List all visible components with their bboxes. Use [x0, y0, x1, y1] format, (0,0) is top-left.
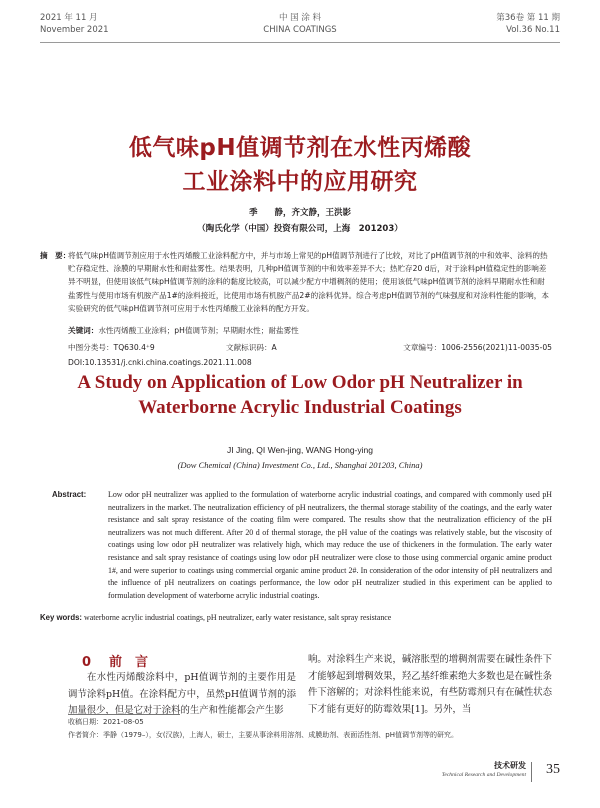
chinese-abstract: [40, 249, 550, 315]
header-journal-en: CHINA COATINGS: [263, 25, 337, 35]
clc-number: 中图分类号：TQ630.4⁺9: [68, 343, 155, 352]
chinese-affiliation: （陶氏化学（中国）投资有限公司，上海 201203）: [197, 224, 403, 234]
body-paragraph-right: 响。对涂料生产来说，碱溶胀型的增稠剂需要在碱性条件下才能够起到增稠效果，羟乙基纤维素绝大多数也是在碱性条件下溶解的；对涂料性能来说，有些防霉剂只有在碱性状态下才能有更好的防霉效果[1]。另外，当: [308, 654, 552, 715]
english-abstract: [52, 489, 552, 602]
section-heading: [82, 651, 148, 670]
footer-divider: [531, 762, 532, 782]
chinese-title-line-2: 工业涂料中的应用研究: [182, 169, 418, 195]
footnote-rule: [68, 714, 180, 715]
classification-row: [68, 342, 560, 354]
english-abstract-text: Low odor pH neutralizer was applied to the formulation of waterborne acrylic industrial coatings, and compared with commonly used pH neutralizers in the market. The neutralization efficiency of pH neutralizers, the thermal storage stability of the coatings, and the early water resistance and salt spray resistance of the coating film were compared. The results show that the neutralization efficiency of the pH neutralizers was not much different. After 20 d of thermal storage, the pH value of the coatings was relatively stable, but the viscosity of coatings using low odor pH neutralizer was relatively high, which may reduce the use of thickeners in the formulation. The early water resistance and salt spray resistance of coatings using low odor pH neutralizer were close to those using commercial organic amine product 1#, and were superior to coatings using commercial organic amine product 2#. In consideration of the odor intensity of pH neutralizers and the influence of pH neutralizers on coatings performance, the low odor pH neutralizer studied in this experiment can be applied to formulation development of waterborne acrylic industrial coatings.: [108, 490, 552, 600]
english-affiliation: (Dow Chemical (China) Investment Co., Ltd., Shanghai 201203, China): [177, 460, 423, 470]
english-title-line-2: Waterborne Acrylic Industrial Coatings: [138, 397, 462, 418]
english-keywords-label: Key words:: [40, 613, 83, 622]
chinese-abstract-text: 将低气味pH值调节剂应用于水性丙烯酸工业涂料配方中，并与市场上常见的pH值调节剂进行了比较，对比了pH值调节剂的中和效率、涂料的热贮存稳定性、涂膜的早期耐水性和耐盐雾性。结果表明，几种pH值调节剂的中和效率差异不大；热贮存20 d后，对于涂料pH值稳定性的影响差异不明显，但使用该低气味pH值调节剂的涂料的黏度比较高，可以减少配方中增稠剂的使用；使用该低气味pH值调节剂的涂料早期耐水性和耐盐雾性与使用市场有机胺产品1#的涂料接近，比使用市场有机胺产品2#的涂料优异。综合考虑pH值调节剂的气味强度和对涂料性能的影响，本实验研究的低气味pH值调节剂可应用于水性丙烯酸工业涂料的配方开发。: [68, 251, 549, 313]
section-title: 前 言: [109, 655, 149, 670]
header-rule: [40, 42, 560, 43]
header-journal-cn: 中 国 涂 料: [278, 13, 322, 23]
body-column-right: [308, 652, 552, 718]
header-date-cn: 2021 年 11 月: [40, 13, 98, 23]
footer-section-en: Technical Research and Development: [441, 772, 526, 778]
footnote-author-bio: 作者简介：季静（1979–），女(汉族)，上海人，硕士，主要从事涂料用溶剂、成膜助剂、表面活性剂、pH值调节剂等的研究。: [68, 731, 458, 739]
english-abstract-label: Abstract:: [52, 490, 87, 499]
doi: DOI:10.13531/j.cnki.china.coatings.2021.11.008: [68, 358, 252, 367]
header-volume-cn: 第36卷 第 11 期: [496, 13, 560, 23]
chinese-keywords-text: 水性丙烯酸工业涂料；pH值调节剂；早期耐水性；耐盐雾性: [98, 326, 299, 335]
english-keywords-text: waterborne acrylic industrial coatings, pH neutralizer, early water resistance, salt spray resistance: [84, 613, 392, 622]
chinese-title-line-1: 低气味pH值调节剂在水性丙烯酸: [128, 135, 472, 161]
document-code: 文献标识码：A: [226, 343, 277, 352]
footnote-received: 收稿日期：2021-08-05: [68, 718, 144, 726]
english-keywords: [40, 613, 560, 622]
chinese-authors: 季 静，齐文静，王洪影: [248, 208, 351, 218]
page-number: 35: [546, 762, 560, 777]
english-authors: JI Jing, QI Wen-jing, WANG Hong-ying: [227, 445, 373, 455]
english-title: [40, 370, 560, 420]
body-column-left: [68, 670, 296, 720]
chinese-title: [40, 131, 560, 199]
chinese-keywords-label: 关键词：: [68, 326, 99, 335]
chinese-abstract-label: 摘 要：: [40, 251, 71, 260]
chinese-keywords: [68, 325, 560, 336]
header-date-en: November 2021: [40, 25, 109, 35]
footer-section-cn: 技术研发: [494, 761, 526, 770]
article-number: 文章编号：1006-2556(2021)11-0035-05: [403, 343, 552, 352]
english-title-line-1: A Study on Application of Low Odor pH Neutralizer in: [77, 372, 523, 393]
page-footer: [380, 760, 560, 790]
header-volume-en: Vol.36 No.11: [506, 25, 560, 35]
body-paragraph-left: 在水性丙烯酸涂料中，pH值调节剂的主要作用是调节涂料pH值。在涂料配方中，虽然pH值调节剂的添加量很少，但是它对于涂料的生产和性能都会产生影: [68, 672, 296, 717]
running-header: [40, 12, 560, 42]
section-number: 0: [82, 655, 92, 670]
